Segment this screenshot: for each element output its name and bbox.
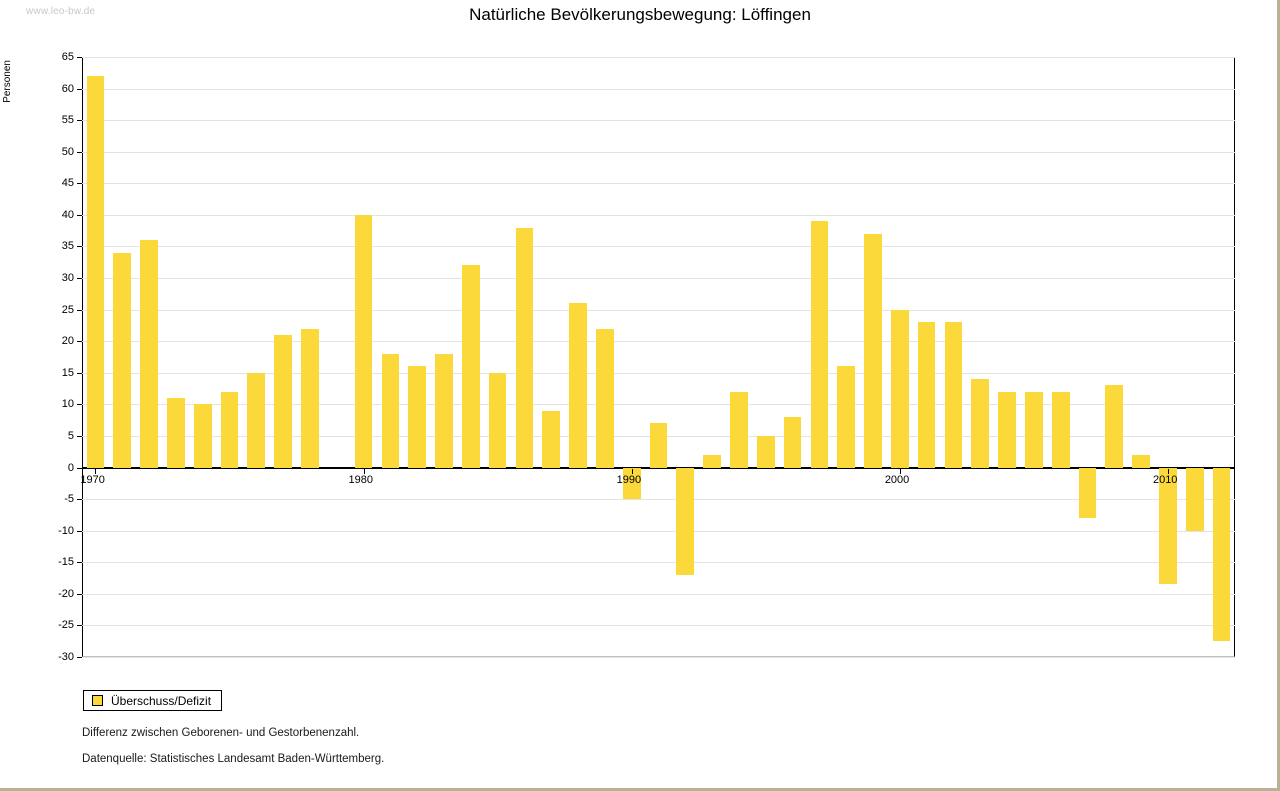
x-tick-label: 2000 [884, 473, 910, 486]
x-tick-label: 1970 [80, 473, 105, 486]
y-tick-mark [77, 499, 82, 500]
y-tick-label: 20 [61, 335, 74, 348]
note-definition: Differenz zwischen Geborenen- und Gestorbenenzahl. [82, 727, 360, 739]
bar [998, 392, 1016, 468]
y-gridline [82, 152, 1235, 153]
bar [784, 417, 802, 468]
y-tick-mark [77, 436, 82, 437]
bar [676, 468, 694, 575]
bar [1105, 385, 1123, 467]
bar [1052, 392, 1070, 468]
chart-legend [83, 690, 222, 711]
plot-area [58, 51, 1235, 663]
bar [1025, 392, 1043, 468]
y-tick-mark [77, 373, 82, 374]
y-tick-mark [77, 120, 82, 121]
bar [301, 329, 319, 468]
bar [194, 404, 212, 467]
y-tick-mark [77, 89, 82, 90]
y-tick-label: 40 [61, 208, 74, 221]
bar [569, 303, 587, 467]
y-tick-label: -15 [58, 556, 74, 569]
y-gridline [82, 594, 1235, 595]
page-title: Natürliche Bevölkerungsbewegung: Löffingen [469, 5, 811, 24]
y-gridline [82, 246, 1235, 247]
y-tick-mark [77, 531, 82, 532]
y-gridline [82, 310, 1235, 311]
y-gridline [82, 183, 1235, 184]
bar [971, 379, 989, 467]
watermark: www.leo-bw.de [26, 6, 96, 17]
bar [355, 215, 373, 468]
bar [221, 392, 239, 468]
y-tick-label: 25 [61, 303, 74, 316]
y-tick-label: 30 [61, 272, 74, 285]
bar [167, 398, 185, 467]
y-gridline [82, 57, 1235, 58]
bar [837, 366, 855, 467]
bar [516, 228, 534, 468]
y-gridline [82, 278, 1235, 279]
y-gridline [82, 215, 1235, 216]
bar [542, 411, 560, 468]
bar [462, 265, 480, 467]
y-tick-mark [77, 57, 82, 58]
bar [435, 354, 453, 468]
legend-swatch-icon [92, 695, 103, 706]
y-tick-mark [77, 310, 82, 311]
y-tick-label: 35 [61, 240, 74, 253]
bar [1079, 468, 1097, 519]
bar [945, 322, 963, 467]
y-tick-label: 60 [61, 82, 74, 95]
y-tick-mark [77, 215, 82, 216]
y-tick-label: 50 [61, 145, 74, 158]
y-tick-mark [77, 183, 82, 184]
y-tick-label: 65 [61, 51, 74, 63]
y-gridline [82, 89, 1235, 90]
y-tick-label: 15 [61, 366, 74, 379]
y-tick-label: 55 [61, 114, 74, 127]
y-gridline [82, 657, 1235, 658]
y-tick-label: -10 [58, 524, 74, 537]
bar [811, 221, 829, 467]
bar [408, 366, 426, 467]
plot-frame [82, 57, 1235, 657]
y-axis-label: Personen [2, 60, 13, 103]
y-gridline [82, 341, 1235, 342]
y-gridline [82, 531, 1235, 532]
y-tick-label: 0 [67, 461, 74, 474]
y-tick-label: 5 [67, 429, 74, 442]
bar [864, 234, 882, 468]
bar [1186, 468, 1204, 531]
bar [1213, 468, 1231, 642]
y-tick-label: -20 [58, 587, 74, 600]
bar [1132, 455, 1150, 468]
y-tick-mark [77, 625, 82, 626]
bar [489, 373, 507, 468]
bar [891, 310, 909, 468]
bar [87, 76, 105, 468]
y-tick-mark [77, 246, 82, 247]
legend-label: Überschuss/Defizit [111, 693, 212, 708]
y-gridline [82, 499, 1235, 500]
bar [703, 455, 721, 468]
y-tick-label: -25 [58, 619, 74, 632]
y-tick-mark [77, 562, 82, 563]
y-tick-label: 45 [61, 177, 74, 190]
bar [382, 354, 400, 468]
y-gridline [82, 625, 1235, 626]
y-tick-label: 10 [61, 398, 74, 411]
x-tick-label: 1990 [616, 473, 642, 486]
x-tick-label: 2010 [1152, 473, 1178, 486]
bar [113, 253, 131, 468]
y-tick-mark [77, 594, 82, 595]
y-gridline [82, 562, 1235, 563]
bar [140, 240, 158, 467]
bar [730, 392, 748, 468]
y-tick-label: -30 [58, 651, 74, 663]
y-gridline [82, 120, 1235, 121]
note-source: Datenquelle: Statistisches Landesamt Baden-Württemberg. [82, 753, 385, 765]
y-tick-mark [77, 278, 82, 279]
bar [757, 436, 775, 468]
y-tick-mark [77, 404, 82, 405]
y-tick-mark [77, 657, 82, 658]
bar [247, 373, 265, 468]
y-tick-label: -5 [64, 493, 74, 506]
y-tick-mark [77, 152, 82, 153]
x-tick-label: 1980 [348, 473, 374, 486]
bar [596, 329, 614, 468]
bar [918, 322, 936, 467]
y-tick-mark [77, 341, 82, 342]
bar [274, 335, 292, 468]
bar [650, 423, 668, 467]
